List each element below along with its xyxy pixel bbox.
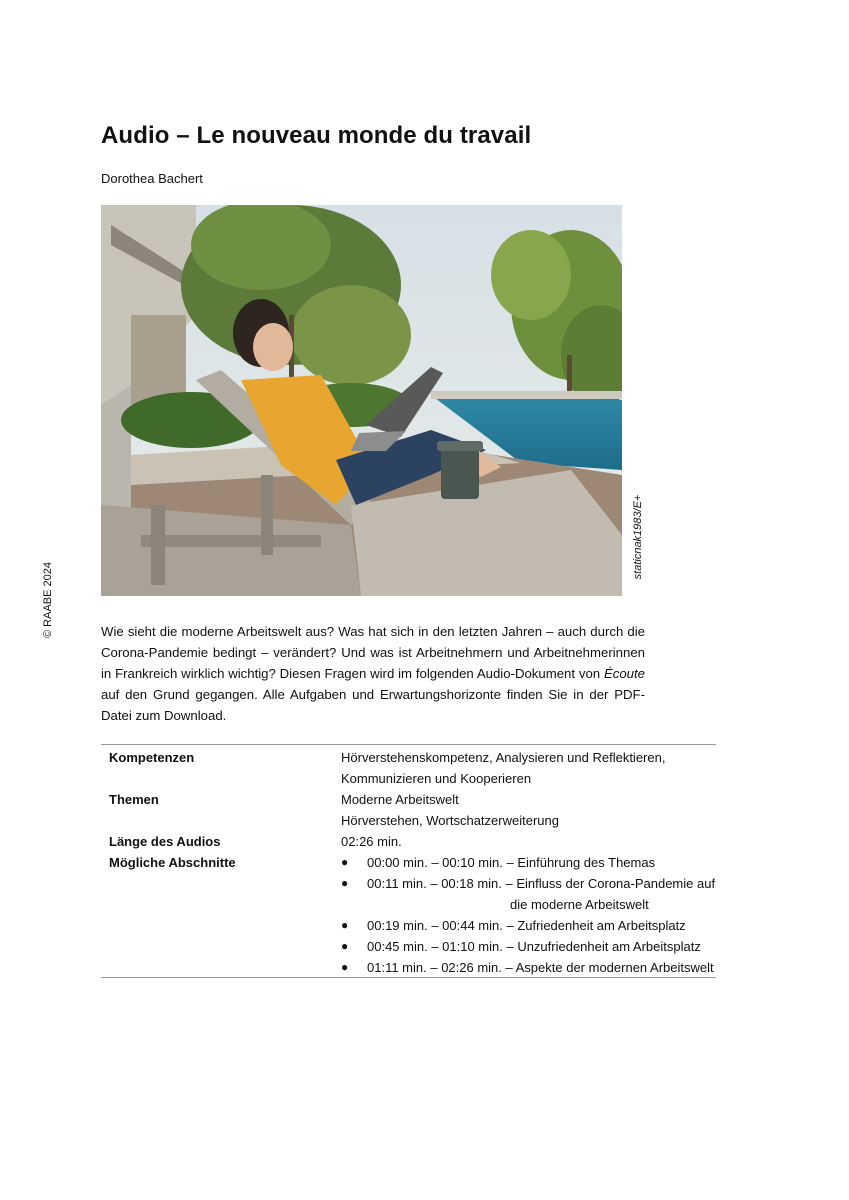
label-abschnitte: Mögliche Abschnitte: [109, 855, 236, 870]
value-themen-1: Moderne Arbeitswelt: [341, 792, 459, 807]
document-title: Audio – Le nouveau monde du travail: [101, 122, 532, 149]
label-kompetenzen: Kompetenzen: [109, 750, 195, 765]
segment-4: 00:45 min. – 01:10 min. – Unzufriedenheit am Arbeitsplatz: [367, 939, 701, 954]
author-name: Dorothea Bachert: [101, 171, 203, 186]
segment-5: 01:11 min. – 02:26 min. – Aspekte der modernen Arbeitswelt: [367, 960, 714, 975]
label-themen: Themen: [109, 792, 159, 807]
image-credit: staticnak1983/E+: [632, 494, 644, 580]
intro-text-2: auf den Grund gegangen. Alle Aufgaben und Erwartungshorizonte finden Sie in der PDF-Datei zum Download.: [101, 687, 645, 723]
value-kompetenzen-2: Kommunizieren und Kooperieren: [341, 771, 532, 786]
bullet-icon: ●: [341, 960, 349, 974]
bullet-icon: ●: [341, 918, 349, 932]
segment-1: 00:00 min. – 00:10 min. – Einführung des Themas: [367, 855, 656, 870]
segment-2: 00:11 min. – 00:18 min. – Einfluss der Corona-Pandemie auf: [367, 876, 716, 891]
info-table: [101, 744, 716, 978]
value-kompetenzen-1: Hörverstehenskompetenz, Analysieren und Reflektieren,: [341, 750, 666, 765]
value-laenge: 02:26 min.: [341, 834, 402, 849]
segment-3: 00:19 min. – 00:44 min. – Zufriedenheit am Arbeitsplatz: [367, 918, 686, 933]
copyright-notice: © RAABE 2024: [42, 562, 54, 638]
header-photo: [101, 205, 622, 596]
bullet-icon: ●: [341, 855, 349, 869]
value-themen-2: Hörverstehen, Wortschatzerweiterung: [341, 813, 559, 828]
bullet-icon: ●: [341, 939, 349, 953]
segment-2-continued: die moderne Arbeitswelt: [510, 897, 649, 912]
intro-paragraph: [101, 621, 645, 726]
bullet-icon: ●: [341, 876, 349, 890]
intro-text-1: Wie sieht die moderne Arbeitswelt aus? Was hat sich in den letzten Jahren – auch durch die Corona-Pandemie bedingt – verändert? Und was ist Arbeitnehmern und Arbeitnehmerinnen in Frankreich wirklich wichtig? Diesen Fragen wird im folgenden Audio-Dokument von: [101, 624, 645, 681]
intro-emphasis: Écoute: [603, 666, 645, 681]
label-laenge: Länge des Audios: [109, 834, 221, 849]
